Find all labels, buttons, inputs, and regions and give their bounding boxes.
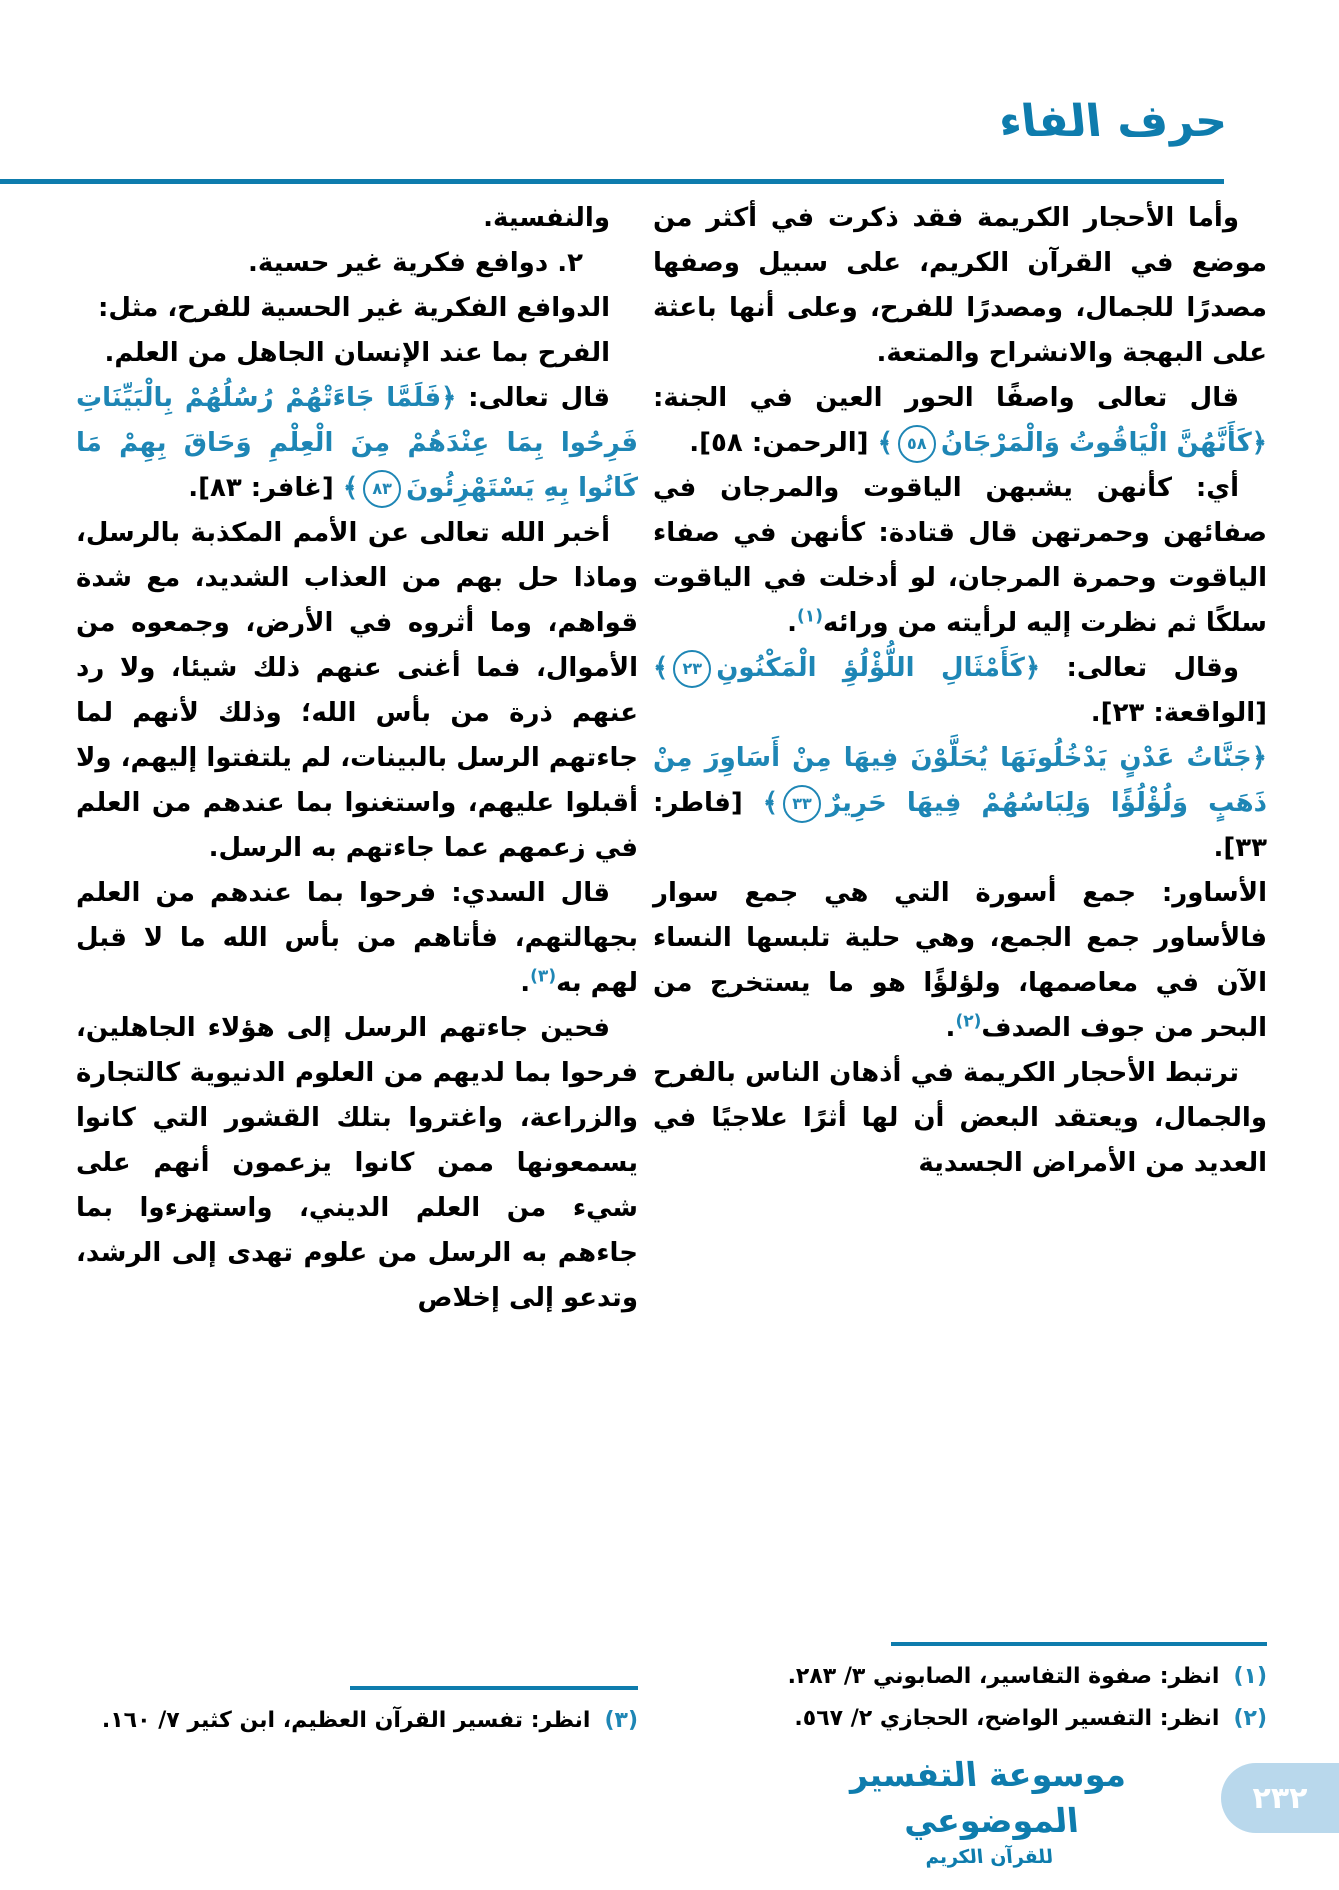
quran-close-bracket: ﴾ — [762, 788, 778, 818]
logo-title: موسوعة التفسير الموضوعي — [846, 1755, 1128, 1840]
paragraph: الأساور: جمع أسورة التي هي جمع سوار فالأساور جمع الجمع، وهي حلية تلبسها النساء الآن في معاصمها، ولؤلؤًا هو ما يستخرج من البحر من جوف الصدف$^{(٢)}$. — [653, 878, 1267, 1043]
ayah-number-ornament: ٢٣ — [673, 650, 711, 688]
paragraph: قال السدي: فرحوا بما عندهم من العلم بجهالتهم، فأتاهم من بأس الله ما لا قبل لهم به$^{(٣)}$. — [76, 878, 638, 998]
surah-reference: [الرحمن: ٥٨]. — [689, 428, 878, 458]
ayah-number-ornament: ٣٣ — [783, 785, 821, 823]
footnote-number: (١) — [1233, 1664, 1267, 1689]
paragraph: فحين جاءتهم الرسل إلى هؤلاء الجاهلين، فرحوا بما لديهم من العلوم الدنيوية كالتجارة والزراعة، واغتروا بتلك القشور التي كانوا يسمعونها ممن كانوا يزعمون أنهم على شيء من العلم الديني، واستهزءوا بما جاءهم به الرسل من علوم تهدى إلى الرشد، وتدعو إلى إخلاص — [76, 1013, 638, 1313]
column-left — [76, 196, 638, 1321]
column-right — [653, 196, 1267, 1186]
quran-open-bracket: ﴿ — [1251, 428, 1267, 458]
paragraph-intro: قال تعالى: — [456, 383, 610, 413]
quran-close-bracket: ﴾ — [877, 428, 893, 458]
ayah-number-ornament: ٥٨ — [898, 425, 936, 463]
page-number-badge: ٢٣٢ — [1221, 1763, 1339, 1833]
quran-open-bracket: ﴿ — [1024, 653, 1041, 683]
surah-reference: [فاطر: ٣٣]. — [653, 788, 1267, 863]
paragraph: وأما الأحجار الكريمة فقد ذكرت في أكثر من موضع في القرآن الكريم، على سبيل وصفها مصدرًا للجمال، ومصدرًا للفرح، وعلى أنها باعثة على البهجة والانشراح والمتعة. — [653, 203, 1267, 368]
paragraph-with-verse-ghafir — [76, 376, 638, 511]
header-rule — [0, 179, 1224, 184]
footnote — [653, 1698, 1267, 1740]
paragraph-intro: وقال تعالى: — [1040, 653, 1239, 683]
footnote-marker-2: (٢) — [955, 1011, 982, 1032]
ayah-number-ornament: ٨٣ — [363, 470, 401, 508]
paragraph: ترتبط الأحجار الكريمة في أذهان الناس بالفرح والجمال، ويعتقد البعض أن لها أثرًا علاجيًا في العديد من الأمراض الجسدية — [653, 1058, 1267, 1178]
paragraph-with-verse-waqiah — [653, 646, 1267, 736]
verse-block-fatir — [653, 736, 1267, 871]
paragraph-continuation: والنفسية. — [483, 203, 610, 233]
footnotes-left-column — [76, 1686, 638, 1742]
paragraph-intro: قال تعالى واصفًا الحور العين في الجنة: — [653, 383, 1239, 413]
footnote-number: (٣) — [604, 1708, 638, 1733]
footnote-text: انظر: التفسير الواضح، الحجازي ٢/ ٥٦٧. — [794, 1706, 1220, 1731]
publisher-logo-calligraphy — [829, 1752, 1149, 1868]
paragraph: الفرح بما عند الإنسان الجاهل من العلم. — [104, 338, 610, 368]
chapter-title-calligraphy: حرف الفاء — [996, 96, 1230, 147]
paragraph: أي: كأنهن يشبهن الياقوت والمرجان في صفائهن وحمرتهن قال قتادة: كأنهن في صفاء الياقوت وحمرة المرجان، لو أدخلت في الياقوت سلكًا ثم نظرت إليه لرأيته من ورائه$^{(١)}$. — [653, 473, 1267, 638]
footnote-separator — [891, 1642, 1267, 1646]
footnote — [76, 1700, 638, 1742]
surah-reference: [الواقعة: ٢٣]. — [1090, 698, 1267, 728]
quran-close-bracket: ﴾ — [342, 473, 359, 503]
quran-verse-rahman-58: كَأَنَّهُنَّ الْيَاقُوتُ وَالْمَرْجَانُ — [940, 428, 1252, 458]
quran-open-bracket: ﴿ — [441, 383, 457, 413]
quran-verse-fatir-33: جَنَّاتُ عَدْنٍ يَدْخُلُونَهَا يُحَلَّوْنَ فِيهَا مِنْ أَسَاوِرَ مِنْ ذَهَبٍ وَلُؤْلُؤًا وَلِبَاسُهُمْ فِيهَا حَرِيرٌ — [653, 743, 1267, 818]
footnote-marker-1: (١) — [797, 606, 823, 627]
footnotes-right-column — [653, 1642, 1267, 1740]
surah-reference: [غافر: ٨٣]. — [188, 473, 343, 503]
quran-verse-waqiah-23: كَأَمْثَالِ اللُّؤْلُؤِ الْمَكْنُونِ — [716, 653, 1025, 683]
footnote-separator — [350, 1686, 638, 1690]
paragraph: أخبر الله تعالى عن الأمم المكذبة بالرسل، وماذا حل بهم من العذاب الشديد، مع شدة قواهم، وما أثروه في الأرض، وجمعوه من الأموال، فما أغنى عنهم ذلك شيئا، ولا رد عنهم ذرة من بأس الله؛ وذلك لأنهم لما جاءتهم الرسل بالبينات، لم يلتفتوا إليهم، ولا أقبلوا عليهم، واستغنوا بما عندهم من العلم في زعمهم عما جاءتهم به الرسل. — [76, 518, 638, 863]
footnote-number: (٢) — [1233, 1706, 1267, 1731]
footnote-text: انظر: تفسير القرآن العظيم، ابن كثير ٧/ ١٦٠. — [101, 1708, 591, 1733]
subsection-heading: ٢. دوافع فكرية غير حسية. — [247, 248, 583, 278]
footnote-marker-3: (٣) — [530, 966, 557, 987]
paragraph: الدوافع الفكرية غير الحسية للفرح، مثل: — [97, 293, 610, 323]
quran-open-bracket: ﴿ — [1251, 743, 1267, 773]
quran-verse-ghafir-83: فَلَمَّا جَاءَتْهُمْ رُسُلُهُمْ بِالْبَيِّنَاتِ فَرِحُوا بِمَا عِنْدَهُمْ مِنَ الْعِلْمِ وَحَاقَ بِهِمْ مَا كَانُوا بِهِ يَسْتَهْزِئُونَ — [76, 383, 638, 503]
quran-close-bracket: ﴾ — [653, 653, 669, 683]
paragraph-with-verse-rahman — [653, 376, 1267, 466]
footnote — [653, 1656, 1267, 1698]
footnote-text: انظر: صفوة التفاسير، الصابوني ٣/ ٢٨٣. — [787, 1664, 1220, 1689]
logo-subtitle: للقرآن الكريم — [923, 1846, 1055, 1868]
